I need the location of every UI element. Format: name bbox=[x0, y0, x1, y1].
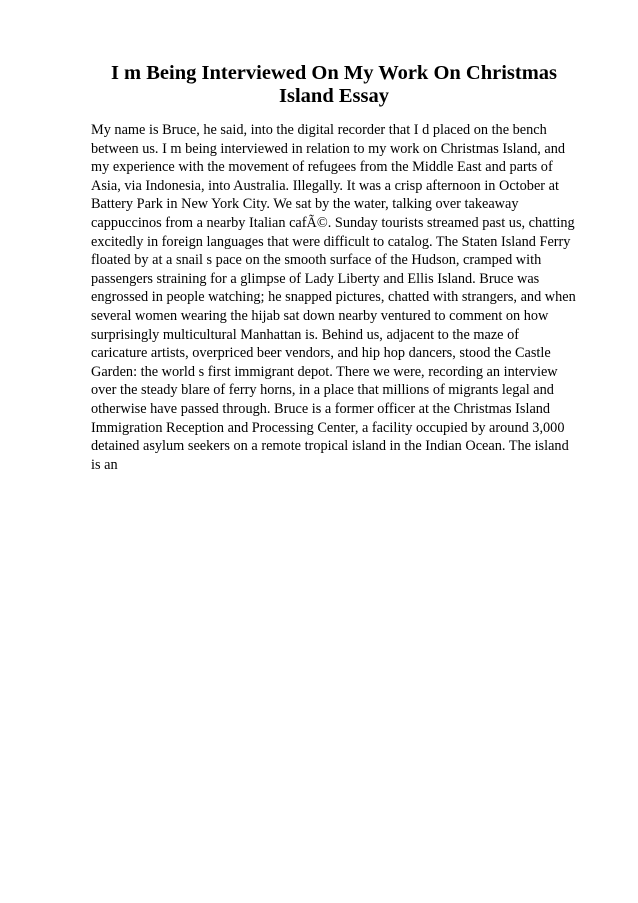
document-body-paragraph: My name is Bruce, he said, into the digital recorder that I d placed on the bench between us. I m being interviewed in relation to my work on Christmas Island, and my experience with the movement of refugees from the Middle East and parts of Asia, via Indonesia, into Australia. Illegally. It was a crisp afternoon in October at Battery Park in New York City. We sat by the water, talking over takeaway cappuccinos from a nearby Italian cafÃ©. Sunday tourists streamed past us, chatting excitedly in foreign languages that were difficult to catalog. The Staten Island Ferry floated by at a snail s pace on the smooth surface of the Hudson, cramped with passengers straining for a glimpse of Lady Liberty and Ellis Island. Bruce was engrossed in people watching; he snapped pictures, chatted with strangers, and when several women wearing the hijab sat down nearby ventured to comment on how surprisingly multicultural Manhattan is. Behind us, adjacent to the maze of caricature artists, overpriced beer vendors, and hip hop dancers, stood the Castle Garden: the world s first immigrant depot. There we were, recording an interview over the steady blare of ferry horns, in a place that millions of migrants legal and otherwise have passed through. Bruce is a former officer at the Christmas Island Immigration Reception and Processing Center, a facility occupied by around 3,000 detained asylum seekers on a remote tropical island in the Indian Ocean. The island is an bbox=[91, 122, 576, 473]
document-title: I m Being Interviewed On My Work On Christmas Island Essay bbox=[110, 62, 558, 107]
